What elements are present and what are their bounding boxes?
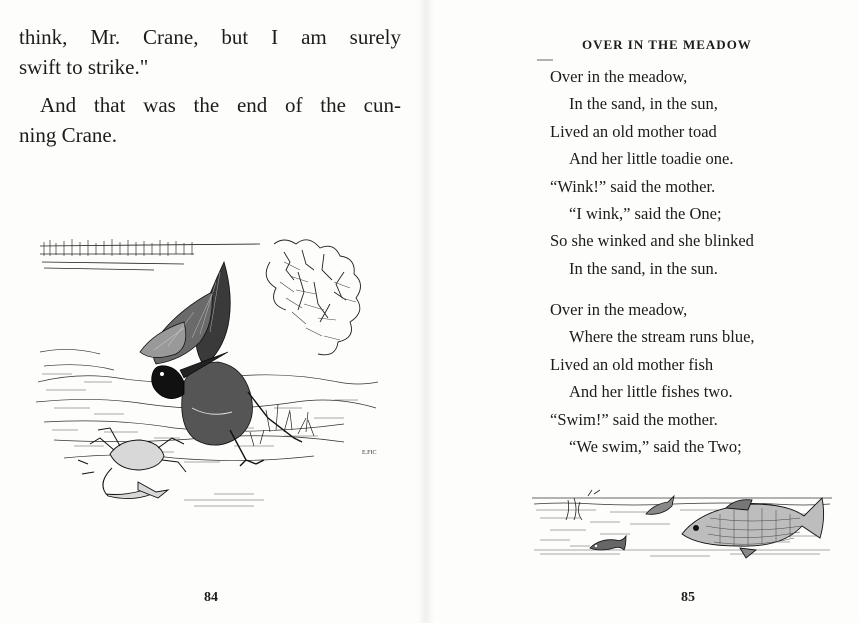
verse-line: Over in the meadow, — [550, 67, 688, 86]
verse-line: “Swim!” said the mother. — [550, 409, 718, 429]
fish-illustration — [530, 484, 836, 564]
verse-line: “We swim,” said the Two; — [569, 437, 742, 457]
verse-line: Lived an old mother toad — [550, 121, 717, 141]
text-line: swift to strike." — [19, 55, 149, 79]
ornament-dash — [536, 58, 556, 62]
verse-line: So she winked and she blinked — [550, 231, 754, 251]
crane-illustration — [34, 232, 394, 517]
verse-line: And her little toadie one. — [569, 149, 734, 169]
verse-line: “Wink!” said the mother. — [550, 176, 716, 196]
stanza — [550, 63, 850, 282]
text-line: And that was the end of the cun- — [40, 93, 401, 117]
prose-block — [19, 22, 401, 158]
page-number: 85 — [681, 590, 695, 605]
stanza — [550, 296, 850, 460]
paragraph — [19, 90, 401, 150]
verse-line: Lived an old mother fish — [550, 354, 714, 374]
text-line: ning Crane. — [19, 123, 117, 147]
page-number: 84 — [204, 590, 218, 605]
paragraph — [19, 22, 401, 82]
verse-line: In the sand, in the sun, — [569, 94, 718, 114]
verse-line: Over in the meadow, — [550, 300, 688, 319]
svg-text:E.FIC: E.FIC — [362, 450, 377, 456]
verse-line: In the sand, in the sun. — [569, 258, 718, 278]
poem-title: OVER IN THE MEADOW — [582, 37, 752, 52]
verse-line: “I wink,” said the One; — [569, 204, 722, 224]
left-page — [0, 0, 420, 623]
text-line: think, Mr. Crane, but I am surely — [19, 25, 401, 49]
verse-line: And her little fishes two. — [569, 382, 733, 402]
right-page — [430, 0, 859, 623]
verse-line: Where the stream runs blue, — [569, 327, 755, 347]
